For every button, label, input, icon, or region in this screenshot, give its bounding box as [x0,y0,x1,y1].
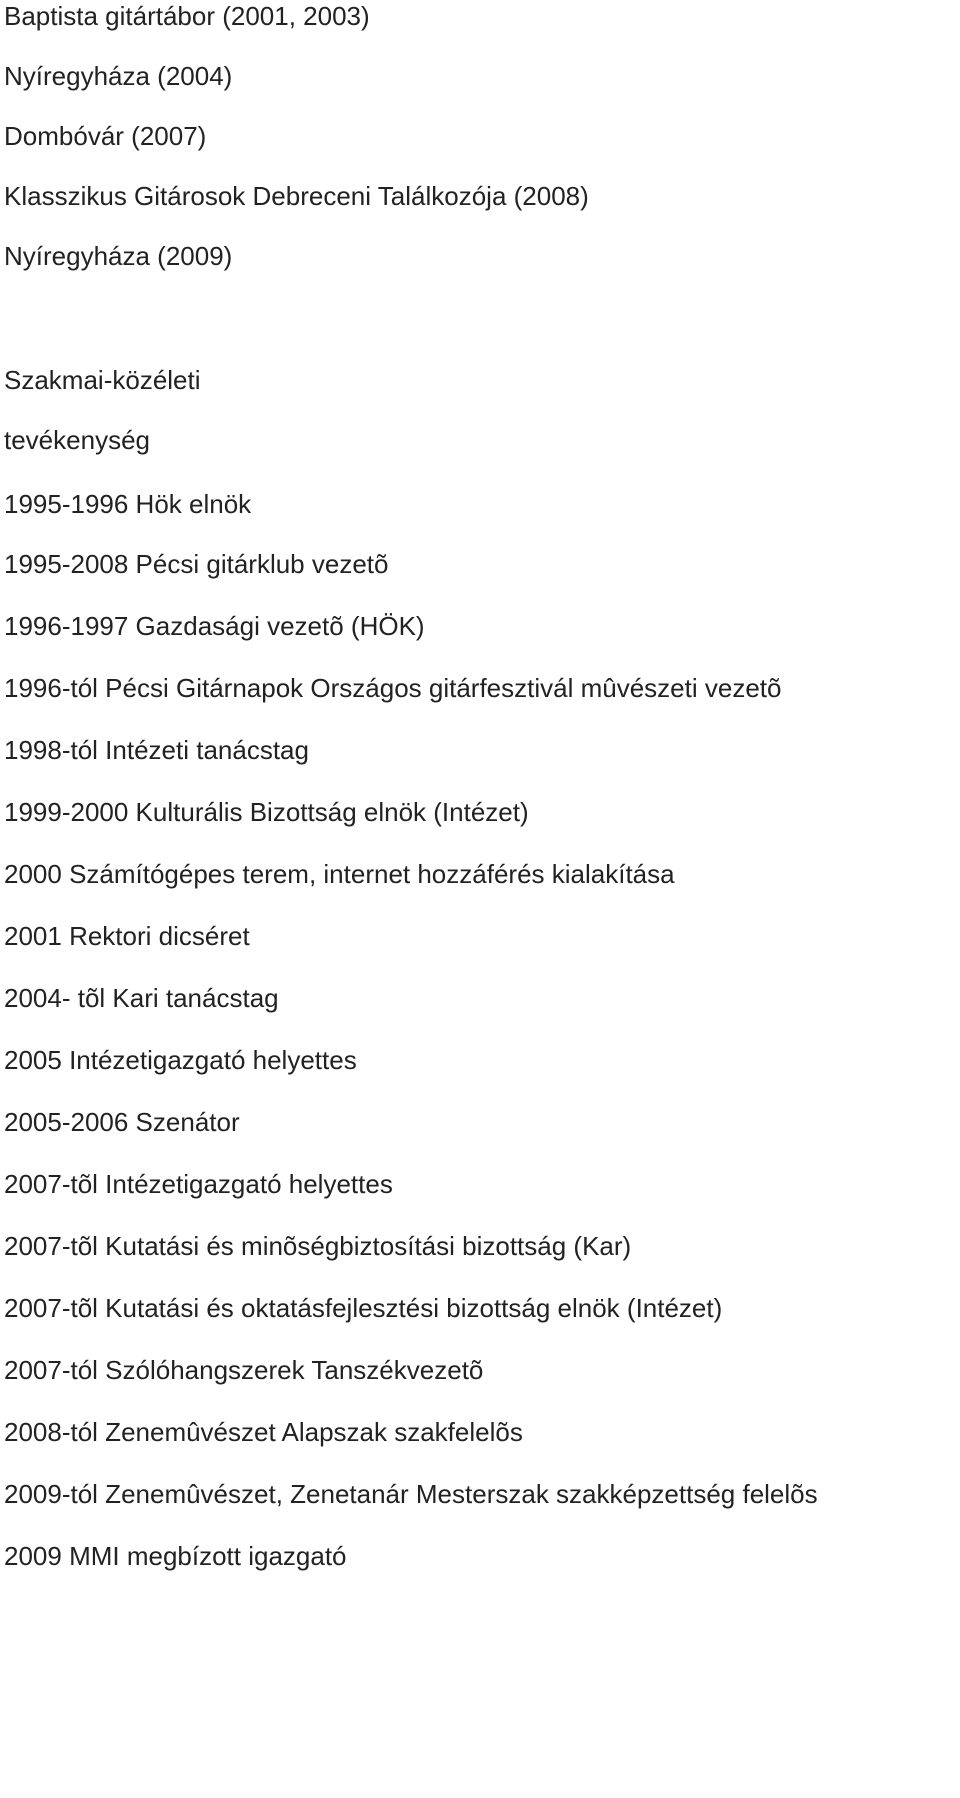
text-line: Nyíregyháza (2004) [4,61,233,91]
text-line: Nyíregyháza (2009) [4,241,233,271]
section-heading: tevékenység [4,425,150,455]
text-line: 2008-tól Zenemûvészet Alapszak szakfelelõs [4,1417,523,1447]
text-line: 2007-tõl Intézetigazgató helyettes [4,1169,393,1199]
text-line: 2007-tól Szólóhangszerek Tanszékvezetõ [4,1355,484,1385]
text-line: 2000 Számítógépes terem, internet hozzáférés kialakítása [4,859,675,889]
text-line: 1996-tól Pécsi Gitárnapok Országos gitárfesztivál mûvészeti vezetõ [4,673,782,703]
text-line: 2009 MMI megbízott igazgató [4,1541,347,1571]
text-line: Baptista gitártábor (2001, 2003) [4,1,370,31]
text-line: 2001 Rektori dicséret [4,921,250,951]
section-heading: Szakmai-közéleti [4,365,201,395]
text-line: 2004- tõl Kari tanácstag [4,983,279,1013]
text-line: 1996-1997 Gazdasági vezetõ (HÖK) [4,611,425,641]
text-line: 1995-2008 Pécsi gitárklub vezetõ [4,549,389,579]
text-line: 2009-tól Zenemûvészet, Zenetanár Mesterszak szakképzettség felelõs [4,1479,818,1509]
text-line: 1995-1996 Hök elnök [4,489,252,519]
text-line: Dombóvár (2007) [4,121,207,151]
text-line: 2007-tõl Kutatási és oktatásfejlesztési bizottság elnök (Intézet) [4,1293,723,1323]
text-line: 2005 Intézetigazgató helyettes [4,1045,357,1075]
text-line: 1999-2000 Kulturális Bizottság elnök (Intézet) [4,797,529,827]
text-line: 2007-tõl Kutatási és minõségbiztosítási bizottság (Kar) [4,1231,632,1261]
text-line: 1998-tól Intézeti tanácstag [4,735,309,765]
text-line: Klasszikus Gitárosok Debreceni Találkozója (2008) [4,181,589,211]
text-line: 2005-2006 Szenátor [4,1107,240,1137]
